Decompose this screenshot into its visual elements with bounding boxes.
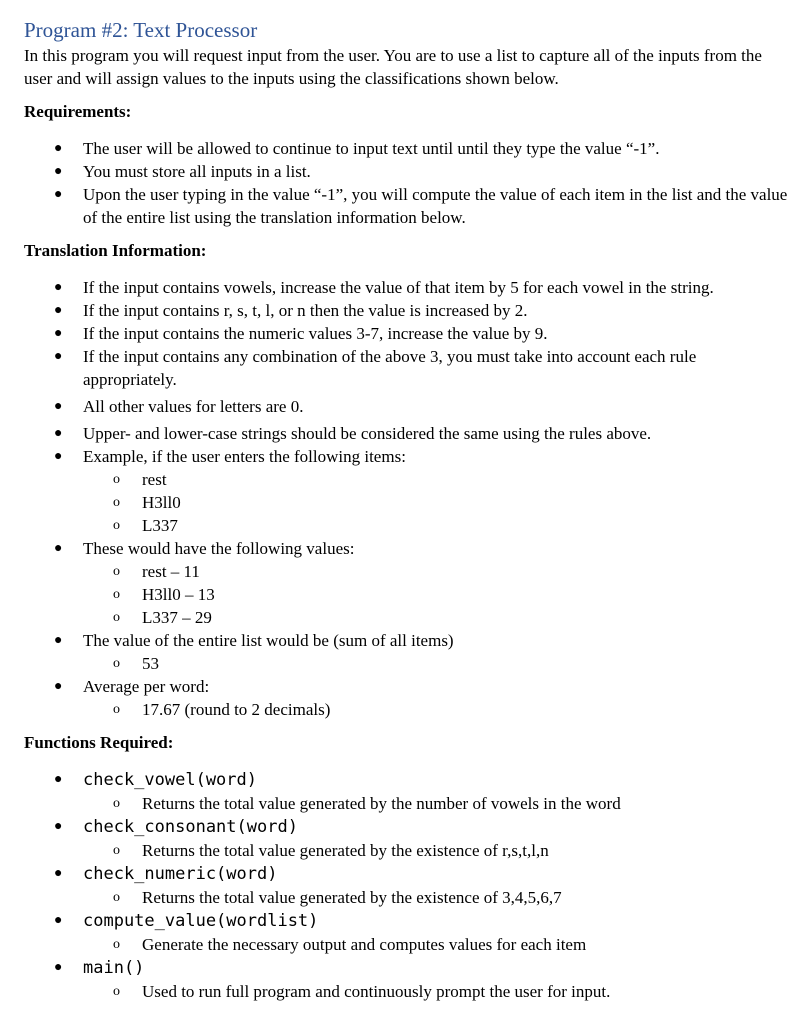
average-list <box>83 698 792 721</box>
bullet-icon: ● <box>54 280 63 295</box>
requirement-text: You must store all inputs in a list. <box>83 162 311 181</box>
sub-bullet-icon: o <box>113 937 120 952</box>
rule-text: The value of the entire list would be (sum of all items) <box>83 631 454 650</box>
sub-bullet-icon: o <box>113 472 120 487</box>
bullet-icon: ● <box>54 426 63 441</box>
list-item <box>83 468 792 491</box>
rule-text: Example, if the user enters the following items: <box>83 447 406 466</box>
rule-text: If the input contains any combination of the above 3, you must take into account each rule appropriately. <box>83 347 697 389</box>
average-value: 17.67 (round to 2 decimals) <box>142 700 331 719</box>
sum-value: 53 <box>142 654 159 673</box>
list-item <box>24 537 792 629</box>
example-item: rest <box>142 470 167 489</box>
function-description: Returns the total value generated by the existence of r,s,t,l,n <box>142 841 549 860</box>
sub-bullet-icon: o <box>113 564 120 579</box>
function-description-list <box>83 933 792 956</box>
list-item <box>24 768 792 815</box>
bullet-icon: ● <box>54 326 63 341</box>
list-item <box>83 980 792 1003</box>
document-title: Program #2: Text Processor <box>24 18 258 42</box>
rule-text: If the input contains vowels, increase the value of that item by 5 for each vowel in the string. <box>83 278 714 297</box>
list-item <box>24 956 792 1003</box>
list-item <box>83 933 792 956</box>
bullet-icon: ● <box>54 866 63 881</box>
function-name: check_numeric(word) <box>83 864 278 884</box>
sub-bullet-icon: o <box>113 843 120 858</box>
bullet-icon: ● <box>54 449 63 464</box>
function-description-list <box>83 886 792 909</box>
list-item <box>24 422 792 445</box>
bullet-icon: ● <box>54 819 63 834</box>
function-description: Used to run full program and continuously prompt the user for input. <box>142 982 611 1001</box>
translation-list <box>24 276 792 721</box>
bullet-icon: ● <box>54 633 63 648</box>
rule-text: If the input contains the numeric values 3-7, increase the value by 9. <box>83 324 548 343</box>
translation-heading: Translation Information: <box>24 241 207 260</box>
list-item <box>24 345 792 391</box>
list-item <box>83 583 792 606</box>
rule-text: These would have the following values: <box>83 539 355 558</box>
function-name: main() <box>83 958 145 978</box>
function-description-list <box>83 792 792 815</box>
list-item <box>83 652 792 675</box>
example-item: H3ll0 <box>142 493 181 512</box>
list-item <box>24 137 792 160</box>
sub-bullet-icon: o <box>113 587 120 602</box>
function-name: check_consonant(word) <box>83 817 298 837</box>
rule-text: All other values for letters are 0. <box>83 397 304 416</box>
list-item <box>24 160 792 183</box>
list-item <box>24 299 792 322</box>
sum-list <box>83 652 792 675</box>
bullet-icon: ● <box>54 399 63 414</box>
functions-heading: Functions Required: <box>24 733 174 752</box>
example-value: H3ll0 – 13 <box>142 585 215 604</box>
sub-bullet-icon: o <box>113 890 120 905</box>
bullet-icon: ● <box>54 772 63 787</box>
example-values-list <box>83 560 792 629</box>
bullet-icon: ● <box>54 541 63 556</box>
requirement-text: The user will be allowed to continue to input text until until they type the value “-1”. <box>83 139 660 158</box>
list-item <box>24 322 792 345</box>
list-item <box>24 675 792 721</box>
list-item <box>83 792 792 815</box>
function-description: Generate the necessary output and computes values for each item <box>142 935 587 954</box>
sub-bullet-icon: o <box>113 656 120 671</box>
rule-text: Upper- and lower-case strings should be considered the same using the rules above. <box>83 424 652 443</box>
list-item <box>83 514 792 537</box>
list-item <box>83 839 792 862</box>
list-item <box>24 183 792 229</box>
list-item <box>24 276 792 299</box>
example-value: L337 – 29 <box>142 608 212 627</box>
bullet-icon: ● <box>54 349 63 364</box>
list-item <box>24 909 792 956</box>
list-item <box>83 606 792 629</box>
list-item <box>24 862 792 909</box>
bullet-icon: ● <box>54 913 63 928</box>
function-description: Returns the total value generated by the number of vowels in the word <box>142 794 621 813</box>
requirements-heading: Requirements: <box>24 102 132 121</box>
sub-bullet-icon: o <box>113 984 120 999</box>
bullet-icon: ● <box>54 164 63 179</box>
function-description-list <box>83 839 792 862</box>
rule-text: If the input contains r, s, t, l, or n then the value is increased by 2. <box>83 301 528 320</box>
requirements-list <box>24 137 792 229</box>
sub-bullet-icon: o <box>113 495 120 510</box>
example-items-list <box>83 468 792 537</box>
list-item <box>83 698 792 721</box>
list-item <box>24 815 792 862</box>
list-item <box>24 629 792 675</box>
example-value: rest – 11 <box>142 562 200 581</box>
function-name: check_vowel(word) <box>83 770 257 790</box>
example-item: L337 <box>142 516 178 535</box>
bullet-icon: ● <box>54 960 63 975</box>
sub-bullet-icon: o <box>113 796 120 811</box>
list-item <box>24 445 792 537</box>
list-item <box>24 395 792 418</box>
bullet-icon: ● <box>54 679 63 694</box>
list-item <box>83 560 792 583</box>
sub-bullet-icon: o <box>113 702 120 717</box>
intro-paragraph: In this program you will request input from the user. You are to use a list to capture all of the inputs from the user and will assign values to the inputs using the classifications shown below. <box>24 46 762 88</box>
sub-bullet-icon: o <box>113 518 120 533</box>
bullet-icon: ● <box>54 187 63 202</box>
bullet-icon: ● <box>54 141 63 156</box>
function-description-list <box>83 980 792 1003</box>
list-item <box>83 491 792 514</box>
functions-list <box>24 768 792 1003</box>
list-item <box>83 886 792 909</box>
rule-text: Average per word: <box>83 677 210 696</box>
function-name: compute_value(wordlist) <box>83 911 319 931</box>
bullet-icon: ● <box>54 303 63 318</box>
requirement-text: Upon the user typing in the value “-1”, you will compute the value of each item in the list and the value of the entire list using the translation information below. <box>83 185 788 227</box>
function-description: Returns the total value generated by the existence of 3,4,5,6,7 <box>142 888 562 907</box>
sub-bullet-icon: o <box>113 610 120 625</box>
